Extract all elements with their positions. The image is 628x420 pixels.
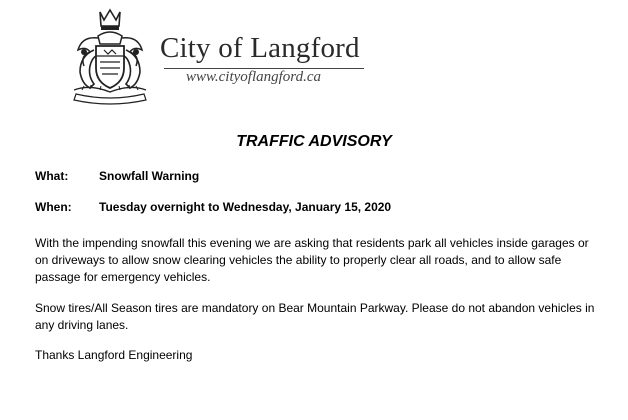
city-website-link[interactable]: www.cityoflangford.ca [186,69,321,85]
when-row [35,200,391,214]
what-label: What: [35,169,69,183]
when-label: When: [35,200,72,214]
letterhead [60,6,380,106]
advisory-paragraph-tires: Snow tires/All Season tires are mandatory on Bear Mountain Parkway. Please do not abandon vehicles in any driving lanes. [35,301,595,332]
advisory-title: TRAFFIC ADVISORY [236,133,392,150]
when-value: Tuesday overnight to Wednesday, January 15, 2020 [99,200,392,214]
what-row [35,169,199,183]
city-crest-icon [60,6,160,106]
what-value: Snowfall Warning [99,169,200,183]
advisory-paragraph-parking: With the impending snowfall this evening we are asking that residents park all vehicles inside garages or on driveways to allow snow clearing vehicles the ability to properly clear all roads, and to allow safe passage for emergency vehicles. [35,236,589,284]
sign-off: Thanks Langford Engineering [35,348,193,362]
city-name: City of Langford [160,32,360,64]
